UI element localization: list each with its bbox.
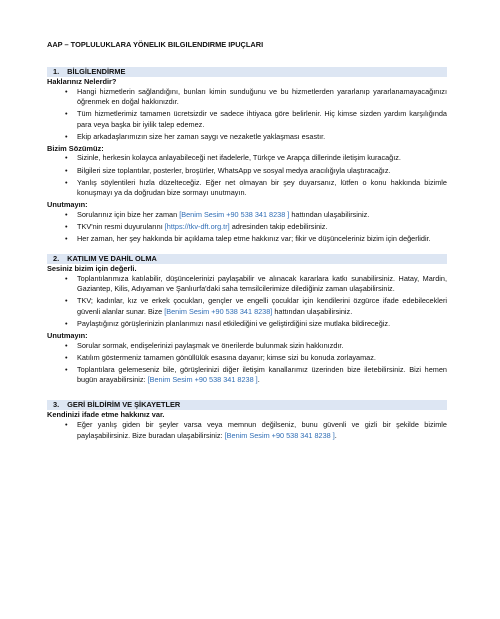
list-item: [47, 210, 447, 221]
bullet-icon: •: [65, 165, 68, 175]
section-heading-text: KATILIM VE DAHİL OLMA: [67, 254, 157, 264]
section-3: [47, 400, 447, 441]
section-heading-text: GERİ BİLDİRİM VE ŞİKAYETLER: [67, 400, 181, 410]
item-text: Tüm hizmetlerimiz tamamen ücretsizdir ve sadece ihtiyaca göre belirlenir. Hiç kimse sizden yardım karşılığında para veya başka bir iyilik talep edemez.: [77, 109, 447, 129]
item-text: Yanlış söylentileri hızla düzelteceğiz. Eğer net olmayan bir şey duyarsanız, lütfen o konu hakkında bizimle konuşmayı ya da doğrudan bize sormayı unutmayın.: [77, 177, 447, 198]
document: [47, 40, 447, 443]
section-number: 2.: [53, 254, 60, 264]
list-item: [47, 274, 447, 295]
list-item: [47, 222, 447, 233]
bullet-icon: •: [65, 319, 68, 328]
bullet-icon: •: [65, 296, 68, 306]
list-item: [47, 365, 447, 386]
contact-link[interactable]: [Benim Sesim +90 538 341 8238 ]: [179, 209, 290, 219]
section-1: [47, 67, 447, 245]
bullet-icon: •: [65, 364, 68, 374]
list-item: [47, 153, 447, 164]
item-text: Bilgileri size toplantılar, posterler, broşürler, WhatsApp ve sosyal medya aracılığıyla ulaştıracağız.: [77, 165, 391, 175]
subheading: Kendinizi ifade etme hakkınız var.: [47, 410, 165, 420]
contact-link[interactable]: [https://tkv-dft.org.tr]: [164, 221, 230, 231]
item-text: Paylaştığınız görüşlerinizin planlarımızı nasıl etkilediğini ve geliştirdiğini size mutlaka bildireceğiz.: [77, 319, 391, 328]
sections-container: [47, 67, 447, 441]
bullet-icon: •: [65, 86, 68, 96]
item-text: Hangi hizmetlerin sağlandığını, bunları kimin sunduğunu ve bu hizmetlerden yararlanıp yararlanamayacağınızı öğrenmek en doğal hakkınızdır.: [77, 86, 447, 107]
item-text: TKV; kadınlar, kız ve erkek çocukları, gençler ve engelli çocuklar için kendilerini özgürce ifade edebilecekleri güvenli alanlar sunar. Bize: [77, 296, 447, 316]
bullet-list: [47, 210, 447, 245]
subheading: Unutmayın:: [47, 200, 88, 210]
list-item: [47, 234, 447, 245]
section-2: [47, 254, 447, 386]
item-text: Her zaman, her şey hakkında bir açıklama talep etme hakkınız var; fikir ve düşünceleriniz bizim için değerlidir.: [77, 234, 431, 244]
list-item: [47, 132, 447, 143]
section-number: 3.: [53, 400, 60, 410]
section-heading: [47, 400, 447, 410]
bullet-list: [47, 341, 447, 386]
item-text: .: [257, 375, 260, 385]
list-item: [47, 341, 447, 352]
contact-link[interactable]: [Benim Sesim +90 538 341 8238 ]: [224, 430, 335, 440]
bullet-list: [47, 420, 447, 441]
item-text: Toplantılarımıza katılabilir, düşüncelerinizi paylaşabilir ve alınacak kararlara katkı sunabilirsiniz. Hatay, Mardin, Gaziantep, Kilis, Adıyaman ve Şanlıurfa'daki saha temsilcilerimize dilediğiniz zaman ulaşabilirsiniz.: [77, 273, 447, 294]
section-spacer: [47, 246, 447, 254]
contact-link[interactable]: [Benim Sesim +90 538 341 8238 ]: [147, 375, 258, 385]
bullet-icon: •: [65, 221, 68, 231]
item-text: Katılım göstermeniz tamamen gönüllülük esasına dayanır; kimse sizi bu konuda zorlayamaz.: [77, 352, 376, 362]
bullet-icon: •: [65, 153, 68, 163]
section-heading: [47, 254, 447, 264]
list-item: [47, 296, 447, 317]
list-item: [47, 319, 447, 330]
subheading: Bizim Sözümüz:: [47, 143, 104, 153]
section-spacer: [47, 387, 447, 400]
bullet-icon: •: [65, 234, 68, 244]
section-heading: [47, 67, 447, 77]
bullet-icon: •: [65, 209, 68, 219]
item-text: Eğer yanlış giden bir şeyler varsa veya memnun değilseniz, bunu güvenli ve gizli bir şekilde bizimle paylaşabilirsiniz. Bize buradan ulaşabilirsiniz:: [77, 419, 447, 440]
section-number: 1.: [53, 67, 60, 76]
item-text: Sorular sormak, endişelerinizi paylaşmak ve önerilerde bulunmak sizin hakkınızdır.: [77, 340, 344, 350]
item-text: Sizinle, herkesin kolayca anlayabileceği net ifadelerle, Türkçe ve Arapça dillerinde iletişim kuracağız.: [77, 153, 401, 163]
item-text: Ekip arkadaşlarımızın size her zaman saygı ve nezaketle yaklaşması esastır.: [77, 131, 326, 141]
list-item: [47, 109, 447, 130]
list-item: [47, 353, 447, 364]
subheading: Sesiniz bizim için değerli.: [47, 264, 137, 274]
bullet-icon: •: [65, 419, 68, 429]
document-title: AAP – TOPLULUKLARA YÖNELIK BILGILENDIRME IPUÇLARI: [47, 40, 264, 49]
item-text: .: [334, 430, 337, 440]
bullet-icon: •: [65, 177, 68, 187]
bullet-list: [47, 274, 447, 330]
contact-link[interactable]: [Benim Sesim +90 538 341 8238]: [164, 306, 273, 316]
bullet-icon: •: [65, 131, 68, 141]
subheading: Haklarınız Nelerdir?: [47, 77, 117, 86]
list-item: [47, 420, 447, 441]
item-text: Sorularınız için bize her zaman: [77, 209, 180, 219]
list-item: [47, 178, 447, 199]
list-item: [47, 87, 447, 108]
bullet-icon: •: [65, 352, 68, 362]
section-heading-text: BİLGİLENDİRME: [67, 67, 126, 76]
item-text: hattından ulaşabilirsiniz.: [289, 209, 370, 219]
item-text: hattından ulaşabilirsiniz.: [272, 306, 353, 316]
bullet-list: [47, 87, 447, 143]
list-item: [47, 166, 447, 177]
bullet-list: [47, 153, 447, 198]
item-text: Toplantılara gelemeseniz bile, görüşlerinizi diğer iletişim kanallarımız üzerinden bize iletebilirsiniz. Bizi hemen bugün arayabilirsiniz:: [77, 364, 447, 385]
bullet-icon: •: [65, 273, 68, 283]
bullet-icon: •: [65, 340, 68, 350]
bullet-icon: •: [65, 109, 68, 119]
item-text: adresinden takip edebilirsiniz.: [229, 221, 328, 231]
item-text: TKV'nin resmi duyurularını: [77, 221, 165, 231]
subheading: Unutmayın:: [47, 331, 88, 341]
